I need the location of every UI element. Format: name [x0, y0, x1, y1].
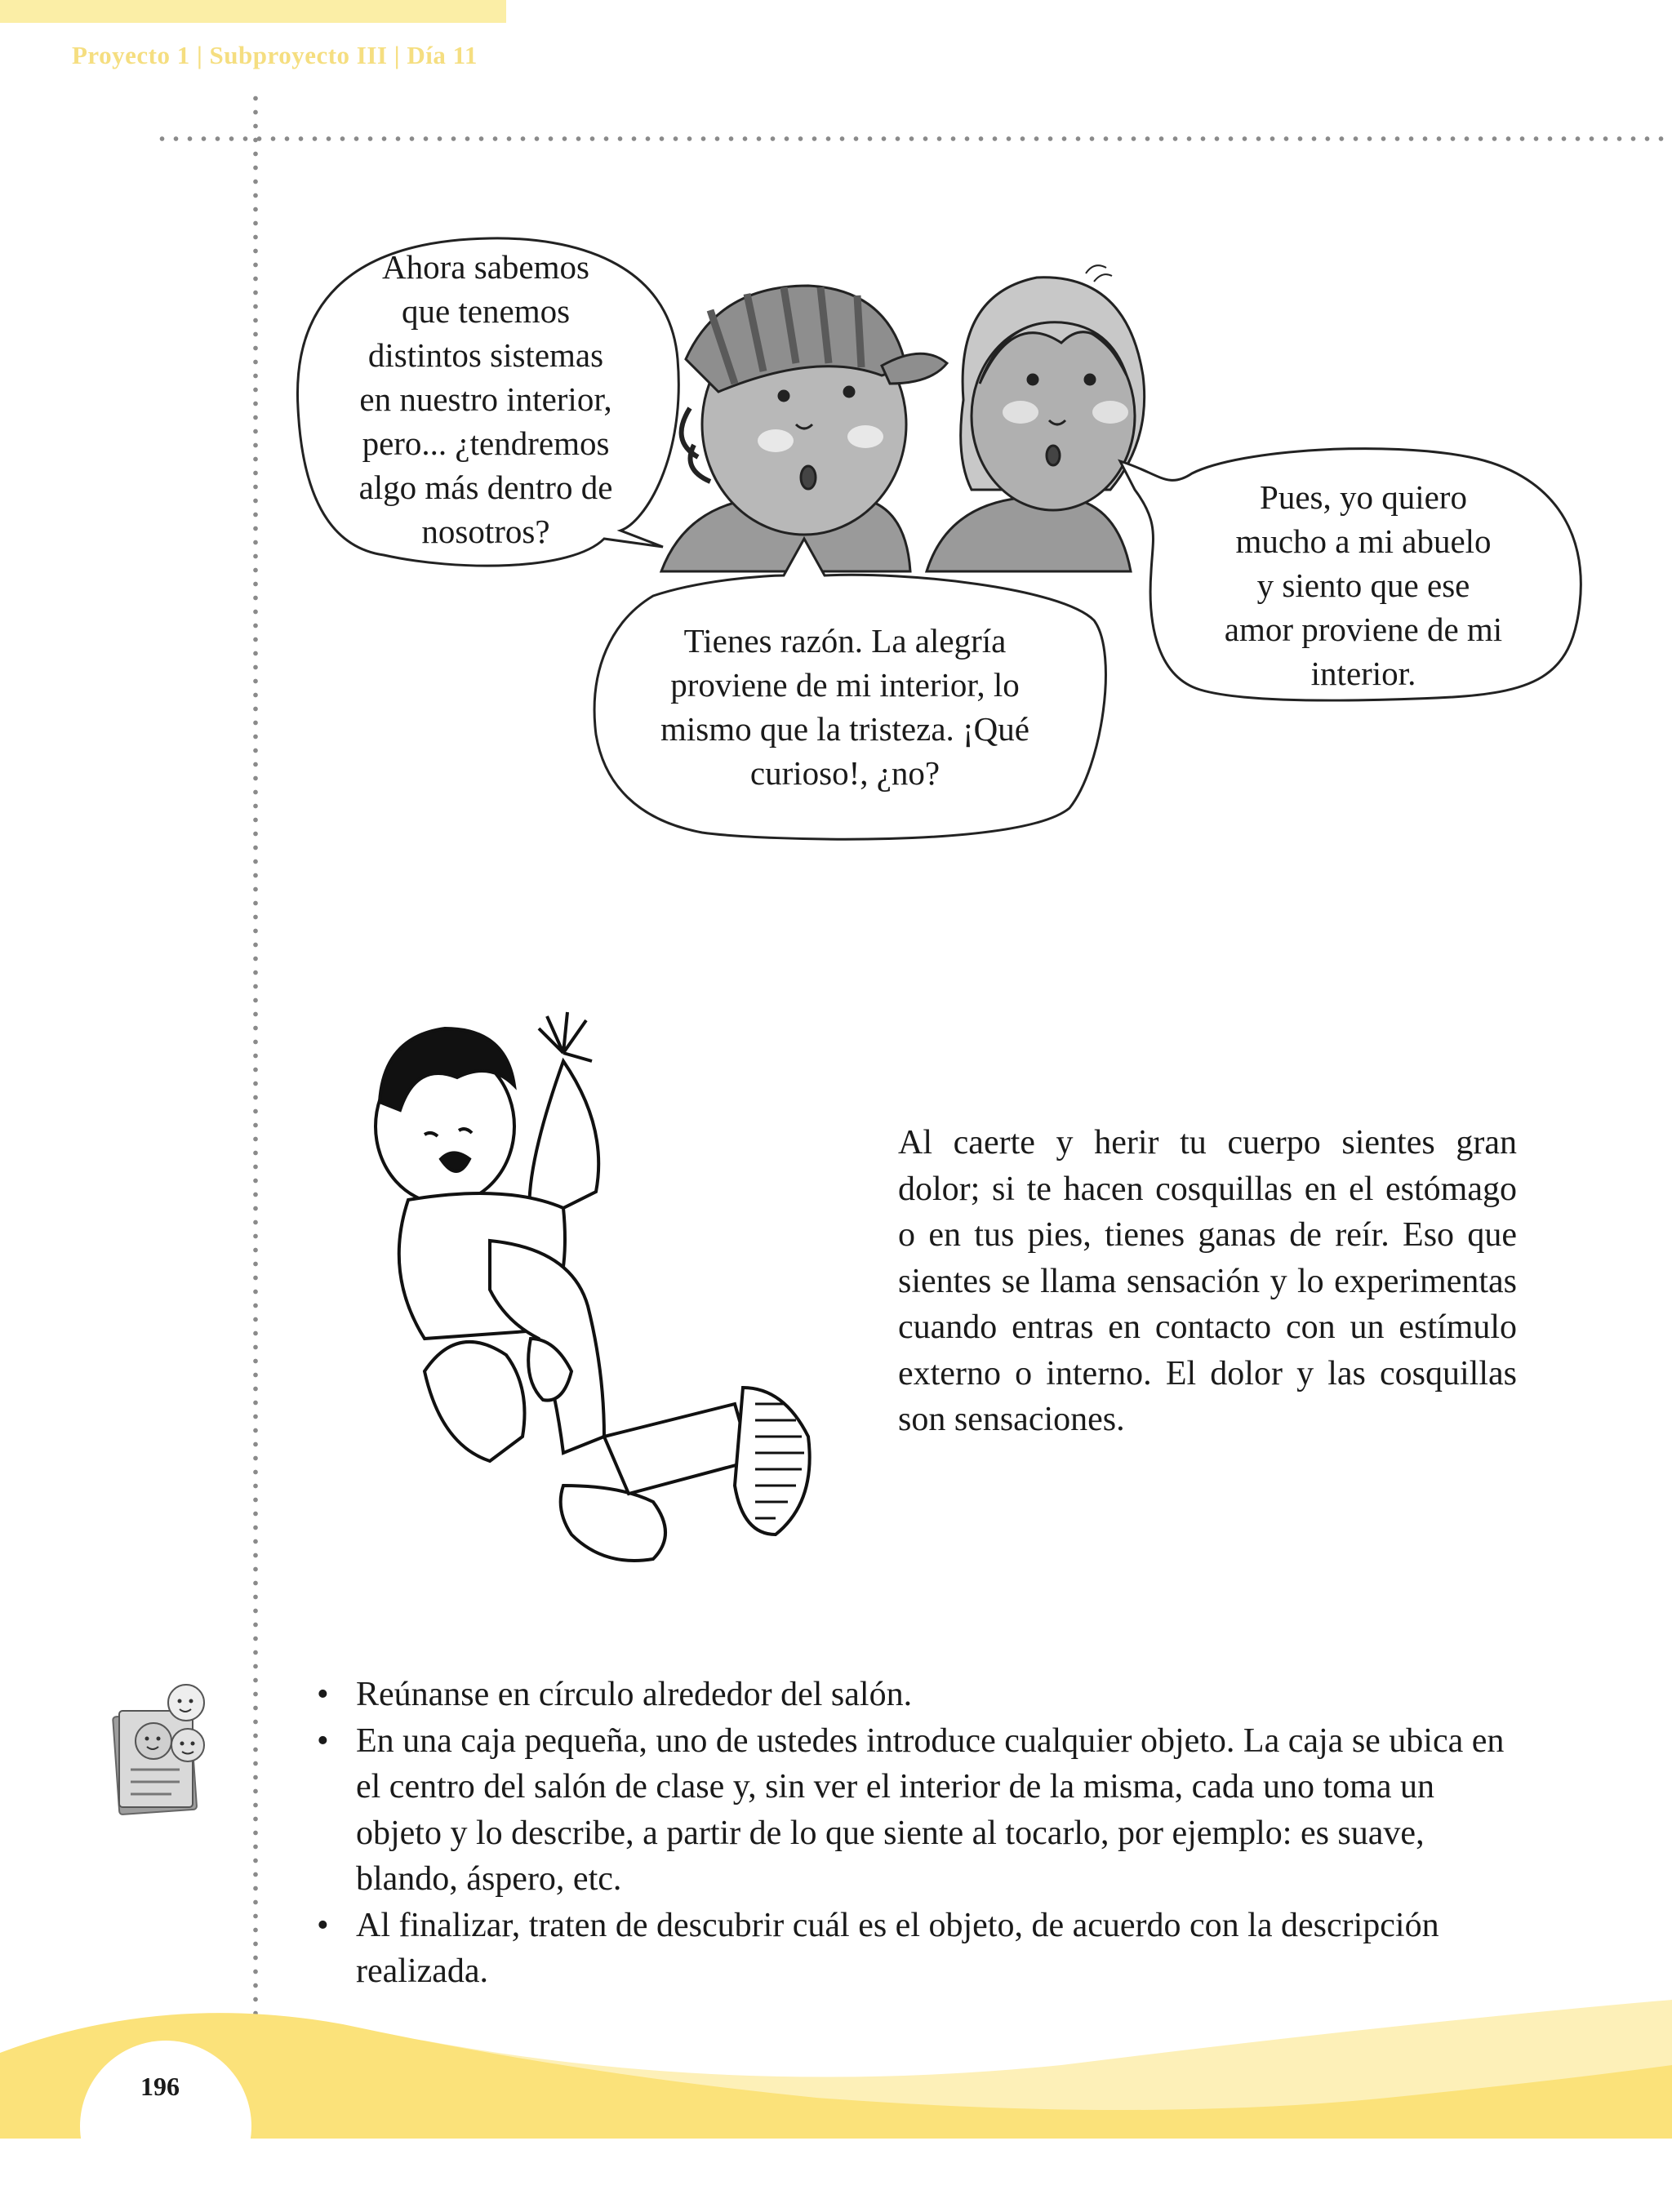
bubble-center-line: curioso!, ¿no? — [749, 754, 940, 792]
list-item — [310, 1718, 1519, 1903]
bubble-left-text — [310, 245, 661, 553]
bubble-center-line: proviene de mi interior, lo — [670, 666, 1020, 704]
bubble-left-line: en nuestro interior, — [359, 380, 612, 418]
boy-with-cap-illustration — [661, 286, 947, 571]
falling-boy-illustration — [376, 1012, 810, 1561]
list-item-text: Al finalizar, traten de descubrir cuál es el objeto, de acuerdo con la descripción realizada. — [356, 1906, 1439, 1990]
activity-list — [310, 1672, 1519, 1995]
running-head: Proyecto 1 | Subproyecto III | Día 11 — [72, 41, 478, 69]
bubble-left-line: nosotros? — [421, 513, 550, 550]
bubble-right-line: mucho a mi abuelo — [1235, 522, 1492, 560]
bubble-right-line: Pues, yo quiero — [1260, 478, 1467, 516]
page-number: 196 — [140, 2072, 180, 2101]
bubble-center-line: mismo que la tristeza. ¡Qué — [660, 710, 1029, 748]
bubble-left-line: distintos sistemas — [367, 336, 604, 374]
group-activity-icon — [106, 1680, 229, 1819]
list-item — [310, 1672, 1519, 1718]
bubble-left-line: Ahora sabemos — [382, 248, 589, 286]
bubble-center-text — [604, 619, 1086, 795]
bubble-left-line: pero... ¿tendremos — [362, 424, 610, 462]
bullet: • — [317, 1906, 329, 1944]
bubble-right-text — [1159, 475, 1568, 695]
bubble-left-line: que tenemos — [401, 292, 571, 330]
bullet: • — [317, 1676, 329, 1713]
bubble-left-line: algo más dentro de — [358, 469, 613, 506]
bubble-right-line: interior. — [1310, 655, 1416, 692]
bubble-center-line: Tienes razón. La alegría — [683, 622, 1007, 660]
bubble-right-line: amor proviene de mi — [1224, 611, 1503, 648]
girl-illustration — [927, 265, 1145, 571]
footer-wave — [0, 1975, 1672, 2139]
list-item-text: En una caja pequeña, uno de ustedes introduce cualquier objeto. La caja se ubica en el centro del salón de clase y, sin ver el interior de la misma, cada uno toma un objeto y lo describe, a partir de lo que siente al tocarlo, por ejemplo: es suave, blando, áspero, etc. — [356, 1721, 1505, 1898]
bubble-right-line: y siento que ese — [1256, 566, 1470, 604]
list-item-text: Reúnanse en círculo alrededor del salón. — [356, 1676, 913, 1713]
sensation-paragraph: Al caerte y herir tu cuerpo sientes gran dolor; si te hacen cosquillas en el estómago o en tus pies, tienes ganas de reír. Eso que sientes se llama sensación y lo experimentas cuando entras en contacto con un estímulo externo o interno. El dolor y las cosquillas son sensaciones. — [898, 1124, 1517, 1438]
page-number-badge — [80, 2041, 251, 2212]
bullet: • — [317, 1721, 329, 1760]
